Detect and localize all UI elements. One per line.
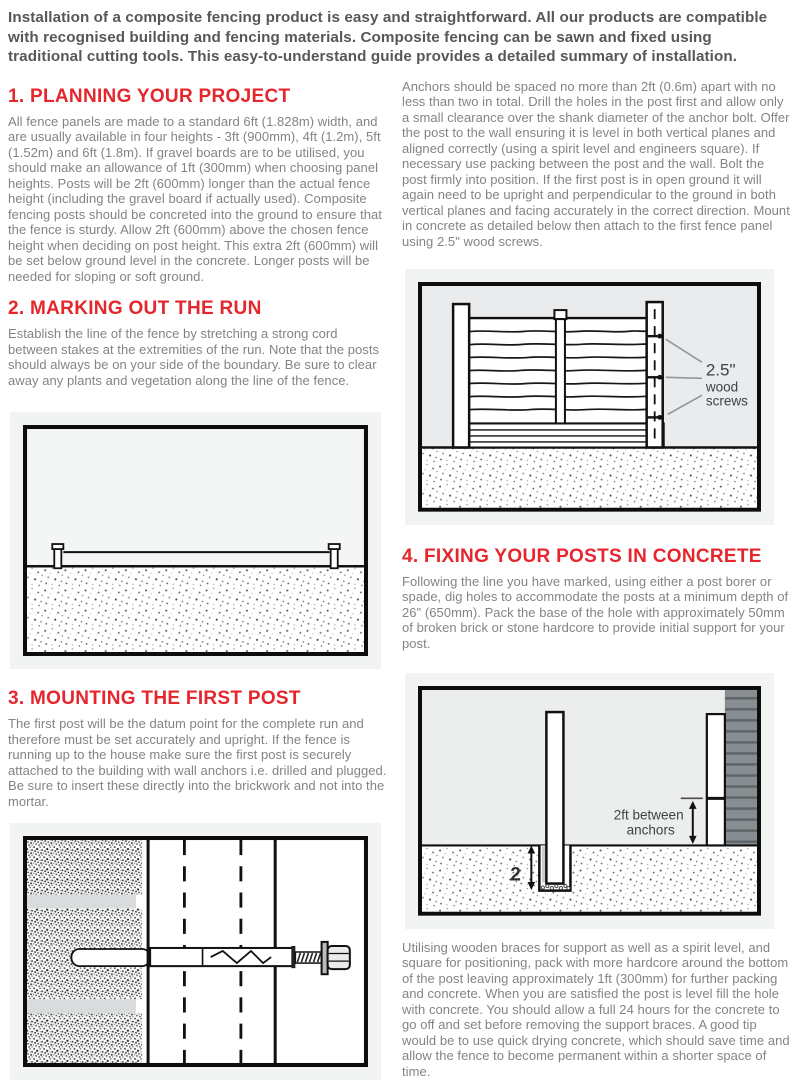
section-3-heading: 3. MOUNTING THE FIRST POST — [8, 689, 388, 709]
diagram-fence-panel-wood-screws — [418, 282, 761, 512]
section-2-heading: 2. MARKING OUT THE RUN — [8, 299, 388, 319]
hole-depth-text: 2 — [510, 865, 521, 886]
right-column — [402, 67, 791, 1080]
ground-texture — [27, 566, 364, 652]
section-2-body: Establish the line of the fence by stretching a strong cord between stakes at the extremities of the run. Note that the posts should always be on your side of the boundary. Be sure to clear away any plants and vegetation along the line of the fence. — [8, 326, 388, 388]
drilled-hole — [71, 949, 150, 966]
nut — [328, 946, 350, 969]
intro-paragraph: Installation of a composite fencing product is easy and straightforward. All our products are compatible with recognised building and fencing materials. Composite fencing can be sawn and fixed using traditional cutting tools. This easy-to-understand guide provides a detailed summary of installation. — [8, 8, 772, 67]
screw-label-line2: screws — [706, 393, 748, 408]
section-4-heading: 4. FIXING YOUR POSTS IN CONCRETE — [402, 547, 791, 567]
ground-texture — [422, 846, 757, 912]
diagram-wall-anchor-panel — [10, 823, 381, 1080]
section-1-body: All fence panels are made to a standard 6ft (1.828m) width, and are usually available in four heights - 3ft (900mm), 4ft (1.2m), 5ft (1.52m) and 6ft (1.8m). If gravel boards are to be utilised, you should make an allowance of 1ft (300mm) when choosing panel heights. Posts will be 2ft (600mm) longer than the actual fence height (including the gravel board if actually used). Composite fencing posts should be concreted into the ground to ensure that the fence is sturdy. Allow 2ft (600mm) above the chosen fence height when deciding on post height. This extra 2ft (600mm) will be set below ground level in the concrete. Longer posts will be needed for sloping or soft ground. — [8, 114, 388, 285]
house-wall — [725, 690, 757, 845]
diagram-post-in-concrete — [418, 686, 761, 916]
section-3-body: The first post will be the datum point for the complete run and therefore must be set accurately and upright. If the fence is running up to the house make sure the first post is securely attached to the building with wall anchors i.e. drilled and plugged. Be sure to insert these directly into the brickwork and not into the mortar. — [8, 716, 388, 809]
anchor-spacing-line1: 2ft between — [614, 808, 684, 823]
right-stake — [329, 544, 340, 568]
right-fence-post — [647, 302, 663, 447]
gravel-board — [469, 423, 664, 447]
anchors-paragraph: Anchors should be spaced no more than 2ft (0.6m) apart with no less than two in total. Drill the holes in the post first and allow only a small clearance over the shank diameter of the anchor bolt. Offer the post to the wall ensuring it is level in both vertical planes and aligned correctly (using a spirit level and engineers square). If necessary use packing between the post and the wall. Bolt the post firmly into position. If the first post is in open ground it will again need to be upright and perpendicular to the ground in both vertical planes and facing accurately in the correct direction. Mount in concrete as detailed below then attach to the first fence panel using 2.5" wood screws. — [402, 79, 791, 250]
central-batten — [556, 319, 565, 423]
screw-size-text: 2.5" — [706, 360, 736, 379]
two-column-layout — [8, 67, 787, 1080]
wall-post — [707, 714, 725, 845]
diagram-marking-out-the-run — [23, 425, 368, 656]
diagram-fence-panel-screws-panel — [405, 269, 774, 525]
section-1-heading: 1. PLANNING YOUR PROJECT — [8, 87, 388, 107]
fence-post — [546, 712, 563, 883]
anchor-spacing-line2: anchors — [627, 823, 675, 838]
finishing-paragraph: Utilising wooden braces for support as well as a spirit level, and square for positioning, pack with more hardcore around the bottom of the post leaving approximately 1ft (300mm) for further packing and concrete. When you are satisfied the post is level fill the hole with concrete. You should allow a full 24 hours for the concrete to go off and set before removing the support braces. A good tip would be to use quick drying concrete, which should save time and allow the fence to become permanent within a shorter space of time. — [402, 940, 791, 1080]
screw-label-line1: wood — [705, 379, 738, 394]
diagram-marking-out-panel — [10, 412, 381, 669]
left-stake — [52, 544, 63, 568]
diagram-wall-anchor — [23, 836, 368, 1067]
left-column — [8, 67, 388, 1080]
batten-cap — [554, 310, 566, 319]
diagram-post-in-concrete-panel — [405, 673, 774, 929]
left-fence-post — [453, 304, 469, 447]
section-4-body: Following the line you have marked, using either a post borer or spade, dig holes to accommodate the posts at a minimum depth of 26" (650mm). Pack the base of the hole with approximately 50mm of broken brick or stone hardcore to provide initial support for your post. — [402, 574, 791, 652]
ground-texture — [422, 447, 757, 507]
fence-boards — [469, 310, 647, 423]
